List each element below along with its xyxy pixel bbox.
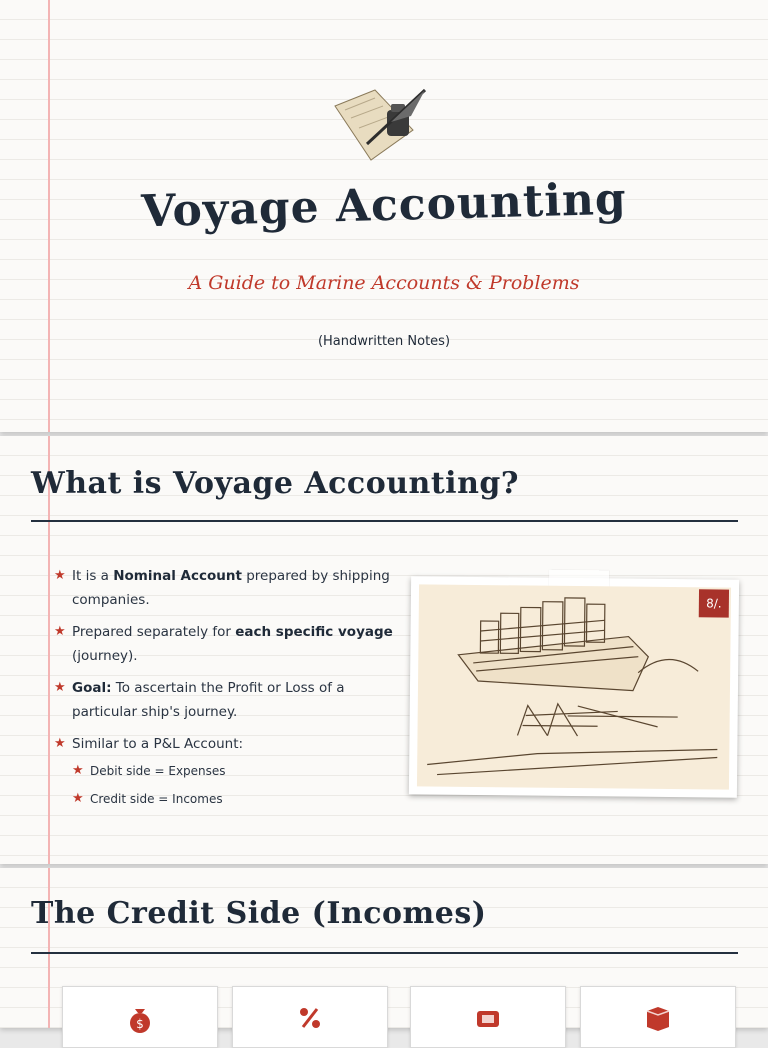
income-card (232, 986, 388, 1048)
income-card (580, 986, 736, 1048)
definition-slide (0, 436, 768, 864)
star-icon: ★ (54, 624, 66, 639)
credit-slide (0, 868, 768, 1031)
sub-bullet-list (72, 760, 394, 810)
money-bag-icon (125, 1003, 155, 1033)
svg-text:$: $ (136, 1017, 144, 1031)
bullet-list (54, 564, 394, 818)
margin-line (48, 868, 50, 1028)
income-card (62, 986, 218, 1048)
heading-rule (31, 952, 738, 954)
star-icon: ★ (54, 736, 66, 751)
bullet-item: ★ Similar to a P&L Account: ★ Debit side = Expenses ★ Credit side = Incomes (54, 732, 394, 810)
star-icon: ★ (54, 568, 66, 583)
image-tag: 8/. (699, 589, 729, 617)
percent-icon (295, 1003, 325, 1033)
sub-bullet-item: ★ Debit side = Expenses (72, 760, 394, 782)
star-icon: ★ (72, 763, 84, 778)
income-card (410, 986, 566, 1048)
bullet-item: ★ It is a Nominal Account prepared by shipping companies. (54, 564, 394, 612)
page-subtitle: A Guide to Marine Accounts & Problems (188, 272, 580, 294)
section-heading: The Credit Side (Incomes) (31, 896, 487, 931)
page-title: Voyage Accounting (140, 173, 628, 238)
star-icon: ★ (54, 680, 66, 695)
handwritten-note: (Handwritten Notes) (317, 334, 451, 349)
heading-rule (31, 520, 738, 522)
box-icon (643, 1003, 673, 1033)
cargo-ship-sketch (417, 584, 731, 789)
star-icon: ★ (72, 791, 84, 806)
ship-sketch-image (409, 576, 739, 797)
quill-inkwell-icon (331, 86, 429, 164)
title-slide (0, 0, 768, 432)
bullet-item: ★ Prepared separately for each specific voyage (journey). (54, 620, 394, 668)
section-heading: What is Voyage Accounting? (31, 466, 519, 501)
ticket-icon (473, 1003, 503, 1033)
bullet-item: ★ Goal: To ascertain the Profit or Loss of a particular ship's journey. (54, 676, 394, 724)
sub-bullet-item: ★ Credit side = Incomes (72, 788, 394, 810)
